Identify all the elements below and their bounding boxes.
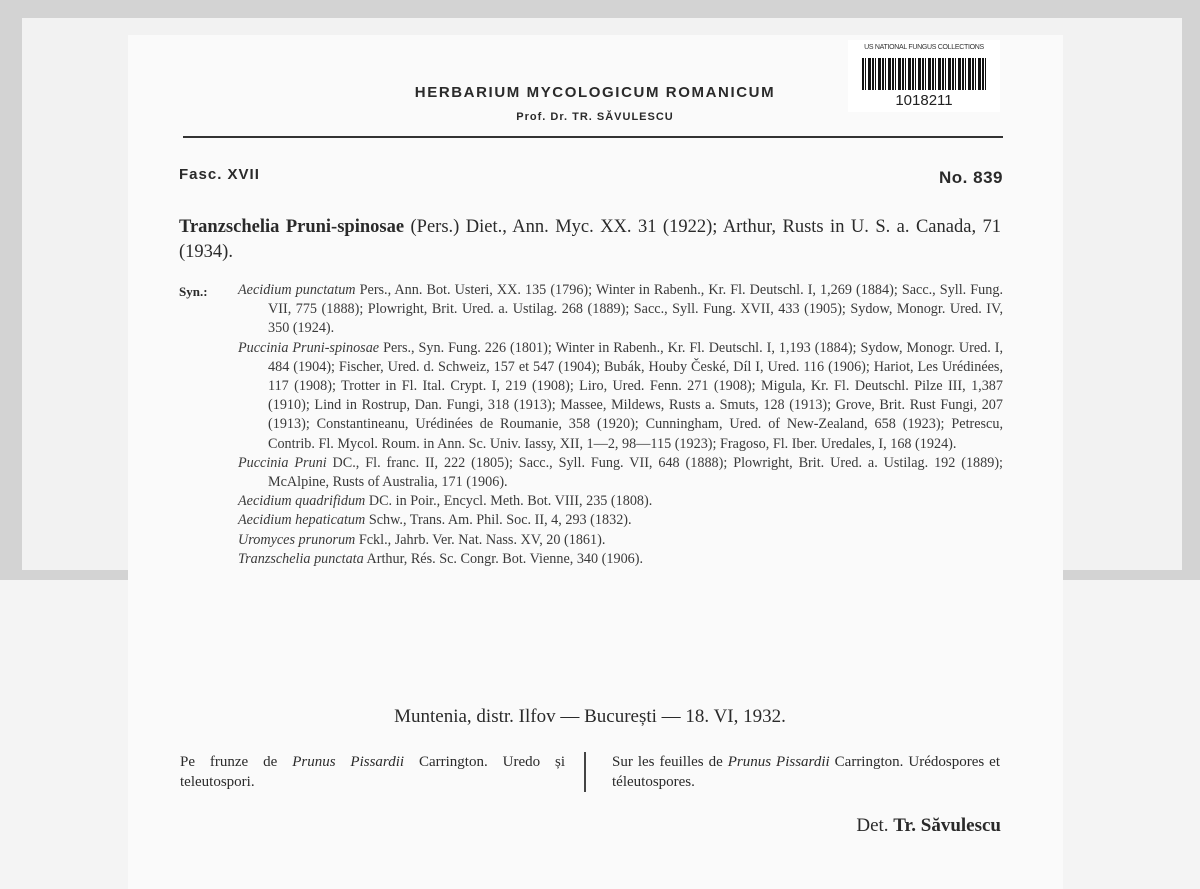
herbarium-title: HERBARIUM MYCOLOGICUM ROMANICUM: [414, 84, 776, 101]
column-divider: [584, 752, 586, 792]
synonym-text: Fckl., Jahrb. Ver. Nat. Nass. XV, 20 (1861).: [358, 531, 606, 548]
synonym-name: Uromyces prunorum: [238, 531, 356, 548]
synonym-entry: [238, 492, 1003, 511]
header-divider: [183, 136, 1003, 138]
determiner: [856, 815, 1001, 837]
synonym-entry: [238, 339, 1003, 454]
synonym-name: Puccinia Pruni-spinosae: [238, 339, 380, 356]
barcode-institution: US NATIONAL FUNGUS COLLECTIONS: [864, 44, 984, 51]
habitat-french: [612, 752, 1000, 792]
synonym-entry: [238, 511, 1003, 530]
habitat-romanian: [180, 752, 565, 792]
habitat-ro-before: Pe frunze de: [180, 754, 278, 770]
synonym-name: Aecidium quadrifidum: [238, 493, 366, 510]
synonym-text: DC., Fl. franc. II, 222 (1805); Sacc., Syll. Fung. VII, 648 (1888); Plowright, Brit. Ured. a. Ustilag. 192 (1889); McAlpine, Rusts of Australia, 171 (1906).: [268, 454, 1004, 491]
habitat-ro-host: Prunus Pissardii: [292, 754, 405, 770]
species-citation: (Pers.) Diet., Ann. Myc. XX. 31 (1922); Arthur, Rusts in U. S. a. Canada, 71 (1934).: [179, 217, 1002, 262]
synonym-entry: [238, 454, 1003, 492]
fascicle-number: Fasc. XVII: [179, 166, 260, 183]
synonym-name: Aecidium punctatum: [238, 282, 356, 298]
synonym-entry: [238, 281, 1003, 339]
habitat-fr-before: Sur les feuilles de: [612, 754, 723, 770]
synonym-entry: [238, 531, 1003, 550]
herbarium-subtitle: Prof. Dr. TR. SĂVULESCU: [516, 111, 674, 123]
synonyms-list: [238, 281, 1003, 569]
synonym-text: Schw., Trans. Am. Phil. Soc. II, 4, 293 (1832).: [368, 512, 632, 529]
specimen-number: No. 839: [939, 168, 1003, 187]
synonym-name: Puccinia Pruni: [238, 454, 327, 471]
barcode-number: 1018211: [895, 92, 953, 109]
collection-locality: Muntenia, distr. Ilfov — București — 18. VI, 1932.: [394, 706, 786, 727]
synonym-name: Aecidium hepaticatum: [238, 512, 366, 529]
determiner-name: Tr. Săvulescu: [893, 815, 1001, 836]
synonym-entry: [238, 550, 1003, 569]
habitat-fr-host: Prunus Pissardii: [727, 754, 830, 770]
habitat-ro-after: Carrington. Uredo și teleutospori.: [180, 754, 566, 790]
determiner-prefix: Det.: [856, 815, 889, 836]
barcode-label: [848, 40, 1000, 112]
synonym-name: Tranzschelia punctata: [238, 550, 364, 567]
synonym-text: DC. in Poir., Encycl. Meth. Bot. VIII, 235 (1808).: [368, 493, 653, 510]
synonym-text: Arthur, Rés. Sc. Congr. Bot. Vienne, 340 (1906).: [366, 550, 644, 567]
synonym-text: Pers., Ann. Bot. Usteri, XX. 135 (1796); Winter in Rabenh., Kr. Fl. Deutschl. I, 1,269 (1884); Sacc., Syll. Fung. VII, 775 (1888); Plowright, Brit. Ured. a. Ustilag. 268 (1889); Sacc., Syll. Fung. XVII, 433 (1905); Sydow, Monogr. Ured. IV, 350 (1924).: [268, 282, 1003, 337]
synonyms-label: Syn.:: [179, 284, 208, 299]
synonym-text: Pers., Syn. Fung. 226 (1801); Winter in Rabenh., Kr. Fl. Deutschl. I, 1,193 (1884); Sydow, Monogr. Ured. I, 484 (1904); Fischer, Ured. d. Schweiz, 157 et 547 (1904); Bubák, Houby České, Díl I, Ured. 116 (1906); Hariot, Les Urédinées, 117 (1908); Trotter in Fl. Ital. Crypt. I, 219 (1908); Liro, Ured. Fenn. 271 (1908); Migula, Kr. Fl. Deutschl. Pilze III, 1,387 (1910); Lind in Rostrup, Dan. Fungi, 318 (1913); Massee, Mildews, Rusts a. Smuts, 128 (1913); Grove, Brit. Rust Fungi, 207 (1913); Constantineanu, Urédinées de Roumanie, 358 (1920); Cunningham, Ured. of New-Zealand, 658 (1923); Petrescu, Contrib. Fl. Mycol. Roum. in Ann. Sc. Univ. Iassy, XII, 1—2, 98—115 (1923); Fragoso, Fl. Iber. Uredales, I, 168 (1924).: [268, 339, 1004, 452]
species-heading: [179, 215, 1001, 265]
habitat-fr-after: Carrington. Urédospores et téleutospores.: [612, 754, 1000, 790]
species-name: Tranzschelia Pruni-spinosae: [179, 217, 405, 237]
